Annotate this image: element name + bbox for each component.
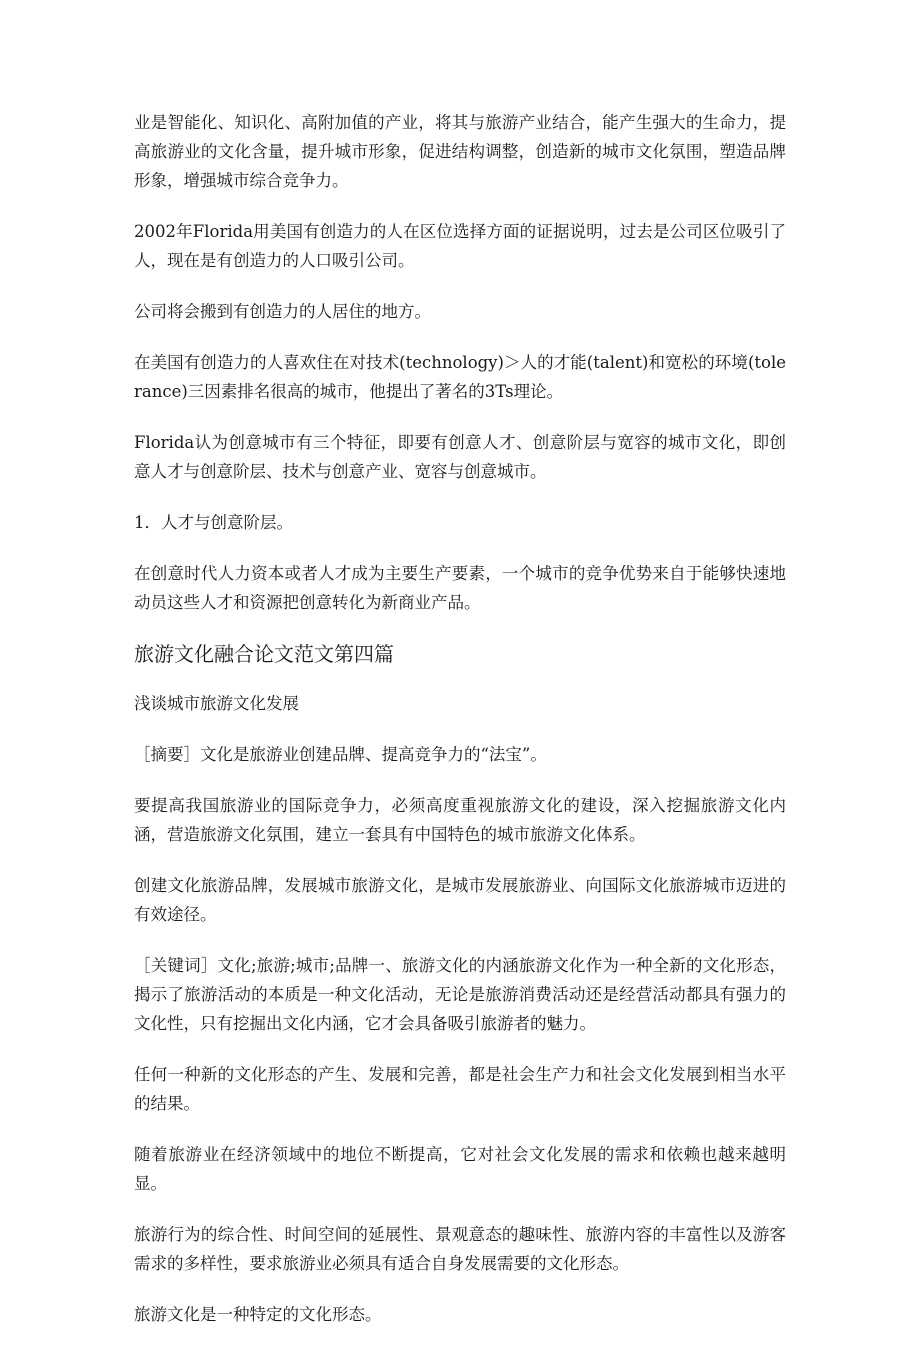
paragraph-new-culture-form: 任何一种新的文化形态的产生、发展和完善，都是社会生产力和社会文化发展到相当水平的结果。 <box>134 1065 786 1113</box>
paragraph-human-capital: 在创意时代人力资本或者人才成为主要生产要素，一个城市的竞争优势来自于能够快速地动员这些人才和资源把创意转化为新商业产品。 <box>134 564 786 612</box>
paragraph-3ts-theory: 在美国有创造力的人喜欢住在对技术(technology)＞人的才能(talent)和宽松的环境(tolerance)三因素排名很高的城市，他提出了著名的3Ts理论。 <box>134 353 786 401</box>
paragraph-article-title: 浅谈城市旅游文化发展 <box>134 694 299 713</box>
paragraph-brand-building: 创建文化旅游品牌，发展城市旅游文化，是城市发展旅游业、向国际文化旅游城市迈进的有效途径。 <box>134 876 786 924</box>
paragraph-keywords: ［关键词］文化;旅游;城市;品牌一、旅游文化的内涵旅游文化作为一种全新的文化形态，揭示了旅游活动的本质是一种文化活动，无论是旅游消费活动还是经营活动都具有强力的文化性，只有挖掘出文化内涵，它才会具备吸引旅游者的魅力。 <box>134 956 786 1033</box>
paragraph-talent-heading: 1．人才与创意阶层。 <box>134 513 293 532</box>
paragraph-tourism-behavior: 旅游行为的综合性、时间空间的延展性、景观意态的趣味性、旅游内容的丰富性以及游客需求的多样性，要求旅游业必须具有适合自身发展需要的文化形态。 <box>134 1225 786 1273</box>
paragraph-tourism-culture-form: 旅游文化是一种特定的文化形态。 <box>134 1305 382 1324</box>
paragraph-florida-evidence: 2002年Florida用美国有创造力的人在区位选择方面的证据说明，过去是公司区位吸引了人，现在是有创造力的人口吸引公司。 <box>134 222 786 270</box>
section-heading: 旅游文化融合论文范文第四篇 <box>134 642 394 666</box>
paragraph-creative-city-features: Florida认为创意城市有三个特征，即要有创意人才、创意阶层与宽容的城市文化，即创意人才与创意阶层、技术与创意产业、宽容与创意城市。 <box>134 433 786 481</box>
paragraph-companies-move: 公司将会搬到有创造力的人居住的地方。 <box>134 302 431 321</box>
paragraph-tourism-status: 随着旅游业在经济领域中的地位不断提高，它对社会文化发展的需求和依赖也越来越明显。 <box>134 1145 786 1193</box>
paragraph-industry-integration: 业是智能化、知识化、高附加值的产业，将其与旅游产业结合，能产生强大的生命力，提高旅游业的文化含量，提升城市形象，促进结构调整，创造新的城市文化氛围，塑造品牌形象，增强城市综合竞争力。 <box>134 113 786 190</box>
paragraph-competitiveness: 要提高我国旅游业的国际竞争力，必须高度重视旅游文化的建设，深入挖掘旅游文化内涵，营造旅游文化氛围，建立一套具有中国特色的城市旅游文化体系。 <box>134 796 786 844</box>
document-page <box>134 108 786 1351</box>
paragraph-abstract: ［摘要］文化是旅游业创建品牌、提高竞争力的“法宝”。 <box>134 745 547 764</box>
